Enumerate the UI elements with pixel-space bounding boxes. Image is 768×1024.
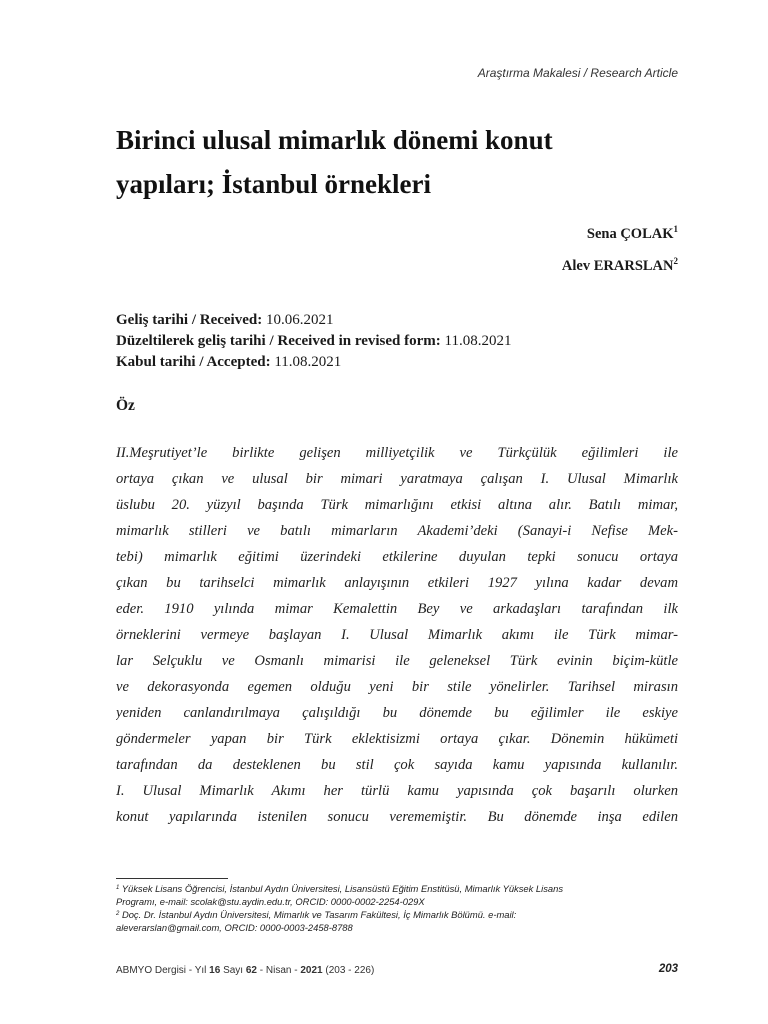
abstract-line: ve dekorasyonda egemen olduğu yeni bir stile yönelirler. Tarihsel mirasın xyxy=(116,679,678,695)
submission-dates xyxy=(116,310,512,373)
article-title xyxy=(116,118,686,206)
abstract-line: eder. 1910 yılında mimar Kemalettin Bey ve arkadaşları tarafından ilk xyxy=(116,601,678,617)
author-2 xyxy=(562,248,678,280)
abstract-line: üslubu 20. yüzyıl başında Türk mimarlığını etkisi altına alır. Batılı mimar, xyxy=(116,497,678,513)
journal-citation: ABMYO Dergisi - Yıl 16 Sayı 62 - Nisan - 2021 (203 - 226) xyxy=(116,965,375,976)
footnotes xyxy=(116,882,676,934)
footnote-line: Programı, e-mail: scolak@stu.aydin.edu.tr, ORCID: 0000-0002-2254-029X xyxy=(116,896,425,907)
author-name: Alev ERARSLAN xyxy=(561,258,674,274)
author-list xyxy=(562,216,678,280)
received-date: 10.06.2021 xyxy=(265,312,334,328)
author-footnote-mark: 1 xyxy=(673,224,678,234)
abstract-line: lar Selçuklu ve Osmanlı mimarisi ile geleneksel Türk evinin biçim-kütle xyxy=(116,653,678,669)
received-date-row xyxy=(116,310,512,331)
footnote-line: $^2$ Doç. Dr. İstanbul Aydın Üniversitesi, Mimarlık ve Tasarım Fakültesi, İç Mimarlık Bölümü. e-mail: xyxy=(116,909,517,920)
abstract-line: tarafından da desteklenen bu stil çok sayıda kamu yapısında kullanılır. xyxy=(116,757,678,773)
received-label: Geliş tarihi / Received: xyxy=(116,312,263,328)
abstract-line: mimarlık stilleri ve batılı mimarların Akademi’deki (Sanayi-i Nefise Mek- xyxy=(116,523,678,539)
abstract-line: tebi) mimarlık eğitimi üzerindeki etkilerine duyulan tepki sonucu ortaya xyxy=(116,549,678,565)
author-1 xyxy=(562,216,678,248)
accepted-label: Kabul tarihi / Accepted: xyxy=(116,354,271,370)
page-number: 203 xyxy=(658,963,678,975)
author-name: Sena ÇOLAK xyxy=(586,226,674,242)
abstract-line: konut yapılarında istenilen sonucu verememiştir. Bu dönemde inşa edilen xyxy=(116,809,678,825)
abstract-heading: Öz xyxy=(116,397,135,414)
accepted-date: 11.08.2021 xyxy=(274,354,342,370)
title-line-1: Birinci ulusal mimarlık dönemi konut xyxy=(116,125,553,155)
title-line-2: yapıları; İstanbul örnekleri xyxy=(116,169,432,199)
abstract-line: çıkan bu tarihselci mimarlık anlayışının etkileri 1927 yılına kadar devam xyxy=(116,575,678,591)
footnote-mark: 2 xyxy=(116,911,120,917)
abstract-line: II.Meşrutiyet’le birlikte gelişen milliyetçilik ve Türkçülük eğilimleri ile xyxy=(116,445,678,461)
revised-date-row xyxy=(116,331,512,352)
abstract-line: göndermeler yapan bir Türk eklektisizmi ortaya çıkar. Dönemin hükümeti xyxy=(116,731,678,747)
abstract-line: I. Ulusal Mimarlık Akımı her türlü kamu yapısında çok başarılı olurken xyxy=(116,783,678,799)
footnote-mark: 1 xyxy=(116,885,120,891)
revised-label: Düzeltilerek geliş tarihi / Received in revised form: xyxy=(116,333,441,349)
abstract-line: ortaya çıkan ve ulusal bir mimari yaratmaya çalışan I. Ulusal Mimarlık xyxy=(116,471,678,487)
accepted-date-row xyxy=(116,352,512,373)
abstract-line: yeniden canlandırılmaya çalışıldığı bu dönemde bu eğilimler ile eskiye xyxy=(116,705,678,721)
footnote-divider xyxy=(116,878,228,879)
abstract-line: örneklerini vermeye başlayan I. Ulusal Mimarlık akımı ile Türk mimar- xyxy=(116,627,678,643)
footnote-line: $^1$ Yüksek Lisans Öğrencisi, İstanbul Aydın Üniversitesi, Lisansüstü Eğitim Enstitüsü, Mimarlık Yüksek Lisans xyxy=(116,883,564,894)
abstract-body xyxy=(116,440,678,830)
footnote-line: aleverarslan@gmail.com, ORCID: 0000-0003-2458-8788 xyxy=(116,922,353,933)
revised-date: 11.08.2021 xyxy=(444,333,512,349)
author-footnote-mark: 2 xyxy=(673,256,678,266)
article-type-label: Araştırma Makalesi / Research Article xyxy=(477,66,678,80)
